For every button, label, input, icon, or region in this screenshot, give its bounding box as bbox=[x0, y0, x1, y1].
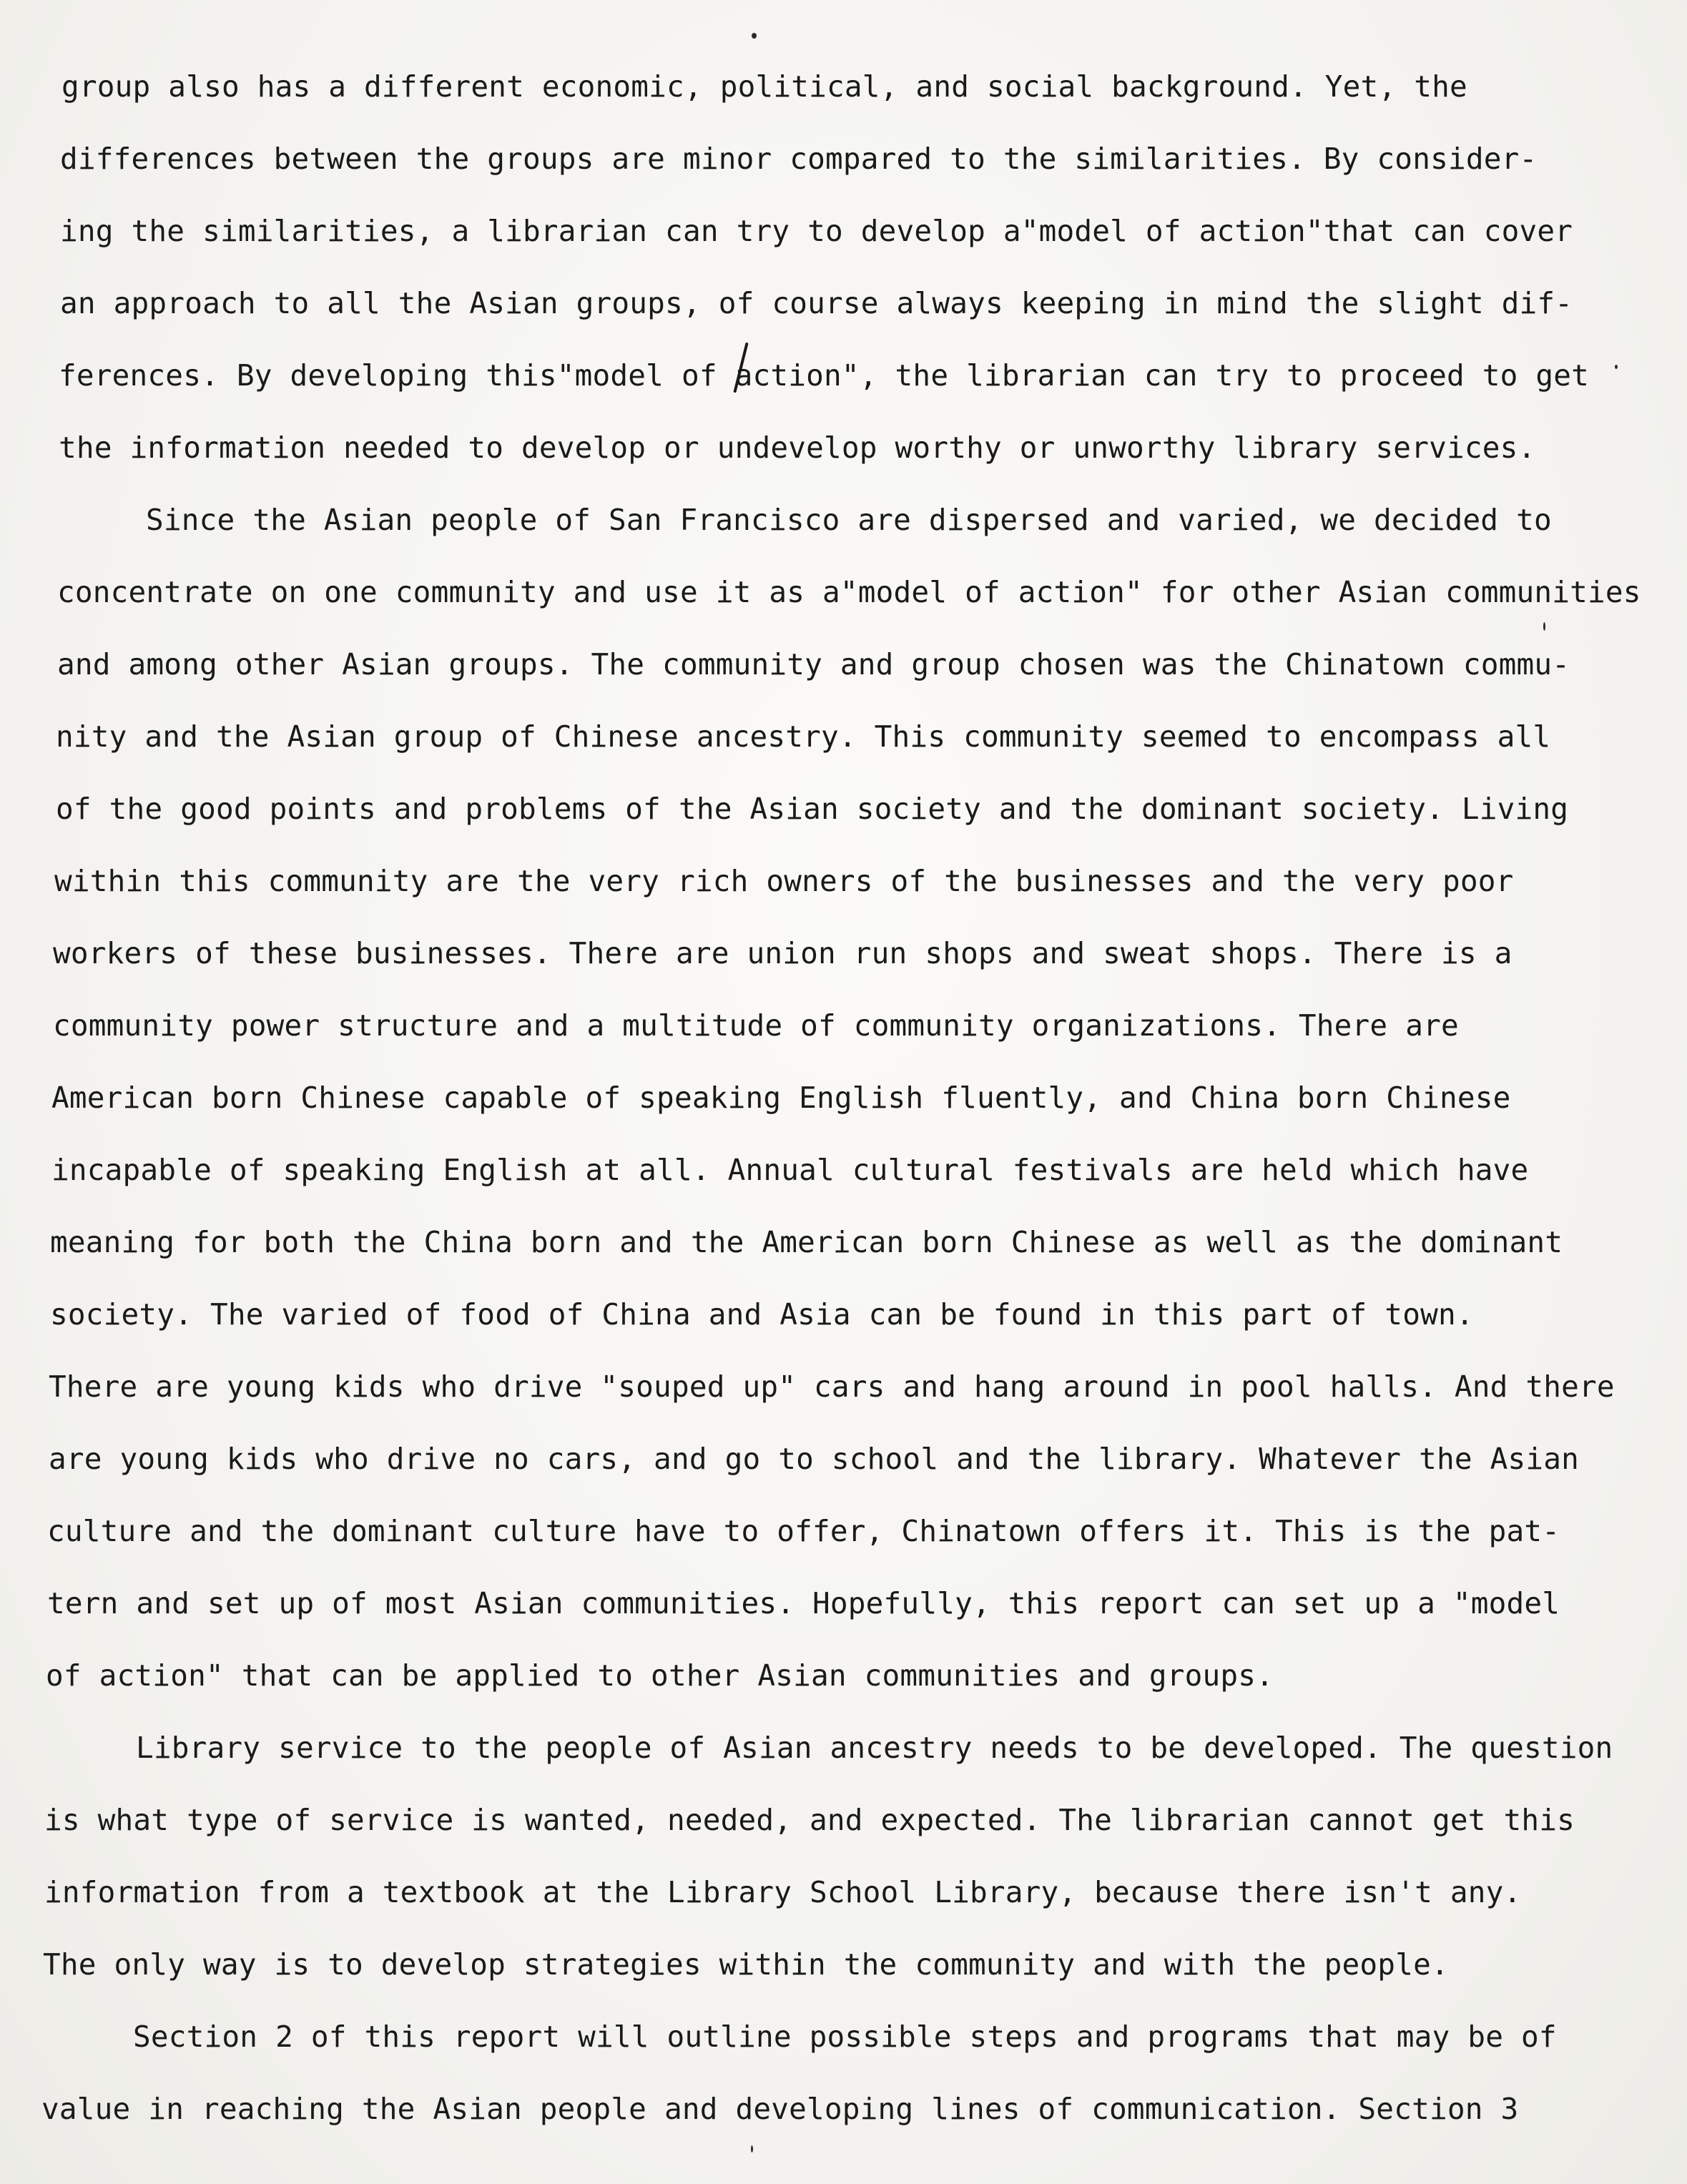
text-line: concentrate on one community and use it as a"model of action" for other Asian communities bbox=[57, 575, 1641, 609]
text-line: There are young kids who drive "souped up" cars and hang around in pool halls. And there bbox=[49, 1369, 1615, 1404]
text-line: society. The varied of food of China and Asia can be found in this part of town. bbox=[50, 1297, 1474, 1332]
text-line: incapable of speaking English at all. Annual cultural festivals are held which have bbox=[51, 1153, 1529, 1187]
text-line: within this community are the very rich owners of the businesses and the very poor bbox=[54, 864, 1514, 898]
text-line: community power structure and a multitude of community organizations. There are bbox=[53, 1008, 1459, 1043]
text-line: workers of these businesses. There are union run shops and sweat shops. There is a bbox=[53, 936, 1513, 970]
text-line: Library service to the people of Asian ancestry needs to be developed. The question bbox=[136, 1731, 1613, 1765]
text-line: The only way is to develop strategies within the community and with the people. bbox=[43, 1947, 1449, 1982]
text-line: are young kids who drive no cars, and go to school and the library. Whatever the Asian bbox=[49, 1442, 1580, 1476]
ink-speck bbox=[1543, 622, 1545, 631]
text-line: ing the similarities, a librarian can try to develop a"model of action"that can cover bbox=[60, 214, 1573, 248]
text-line: and among other Asian groups. The community and group chosen was the Chinatown commu- bbox=[57, 647, 1570, 682]
text-line: differences between the groups are minor compared to the similarities. By consider- bbox=[60, 142, 1538, 176]
ink-speck bbox=[751, 2145, 753, 2153]
text-line: of the good points and problems of the Asian society and the dominant society. Living bbox=[56, 792, 1569, 826]
text-line: information from a textbook at the Library School Library, because there isn't any. bbox=[44, 1875, 1522, 1909]
text-line: meaning for both the China born and the American born Chinese as well as the dominant bbox=[50, 1225, 1563, 1259]
text-line: American born Chinese capable of speaking English fluently, and China born Chinese bbox=[51, 1081, 1511, 1115]
text-line: culture and the dominant culture have to offer, Chinatown offers it. This is the pat- bbox=[47, 1514, 1560, 1548]
text-line: of action" that can be applied to other Asian communities and groups. bbox=[46, 1658, 1274, 1693]
text-line: the information needed to develop or undevelop worthy or unworthy library services. bbox=[59, 431, 1536, 465]
text-line: an approach to all the Asian groups, of course always keeping in mind the slight dif- bbox=[60, 286, 1573, 320]
text-line: nity and the Asian group of Chinese ancestry. This community seemed to encompass all bbox=[56, 719, 1551, 754]
ink-speck bbox=[1615, 365, 1618, 369]
ink-speck bbox=[752, 33, 757, 39]
text-line: group also has a different economic, political, and social background. Yet, the bbox=[62, 69, 1467, 104]
text-line: value in reaching the Asian people and developing lines of communication. Section 3 bbox=[41, 2092, 1519, 2126]
text-line: is what type of service is wanted, needed, and expected. The librarian cannot get this bbox=[44, 1803, 1575, 1837]
text-line: ferences. By developing this"model of action", the librarian can try to proceed to get bbox=[59, 358, 1590, 393]
text-line: Since the Asian people of San Francisco are dispersed and varied, we decided to bbox=[146, 503, 1552, 537]
text-line: tern and set up of most Asian communities. Hopefully, this report can set up a "model bbox=[47, 1586, 1560, 1620]
text-line: Section 2 of this report will outline possible steps and programs that may be of bbox=[133, 2020, 1557, 2054]
